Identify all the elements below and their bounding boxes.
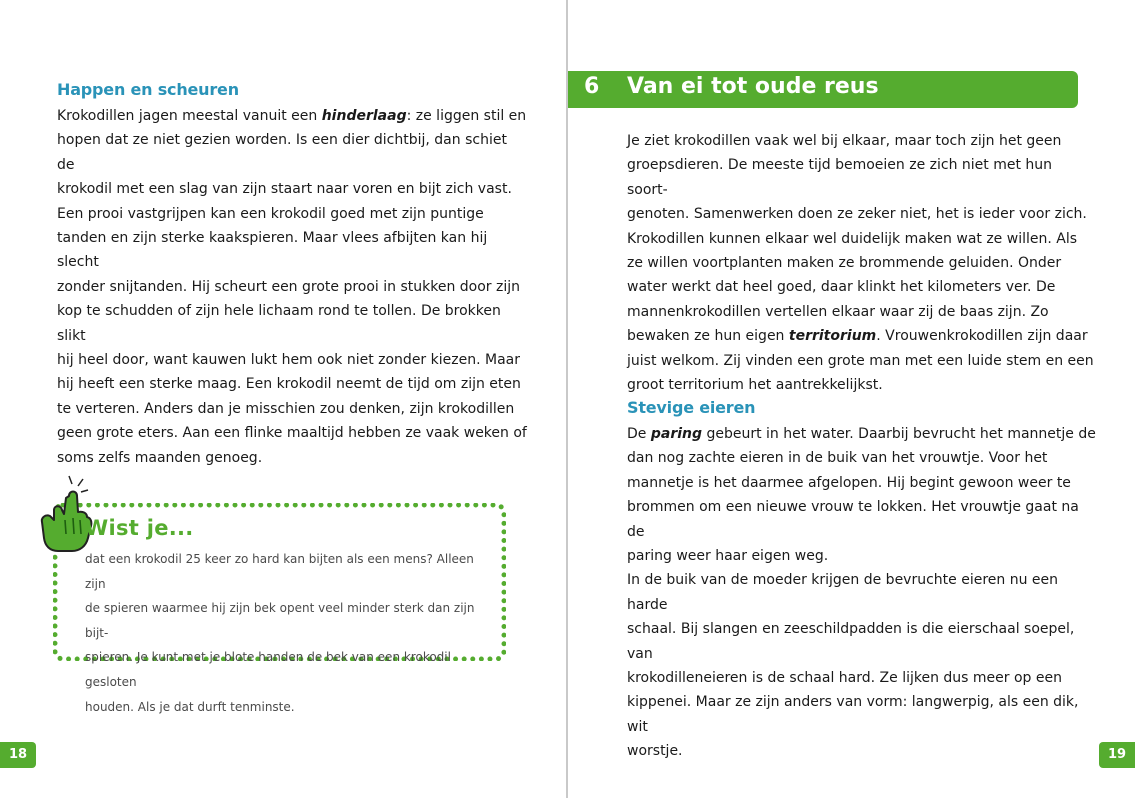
text-segment: : ze liggen stil en [406, 108, 527, 124]
text-line [57, 421, 527, 445]
text-segment: paring weer haar eigen weg. [627, 548, 829, 565]
text-line [627, 202, 1097, 226]
text-line [627, 300, 1097, 324]
text-segment: hopen dat ze niet gezien worden. Is een dier dichtbij, dan schiet de [57, 132, 507, 173]
right-page [568, 0, 1135, 798]
section-heading-happen: Happen en scheuren [57, 80, 239, 99]
text-line [627, 690, 1097, 739]
text-segment: groepsdieren. De meeste tijd bemoeien ze zich niet met hun soort- [627, 157, 1053, 198]
text-segment: worstje. [627, 743, 683, 760]
wist-je-line: dat een krokodil 25 keer zo hard kan bijten als een mens? Alleen zijn [85, 552, 474, 591]
text-line [57, 177, 527, 201]
text-segment: geen grote eters. Aan een flinke maaltijd hebben ze vaak weken of [57, 425, 527, 442]
text-segment: De [627, 426, 651, 442]
left-paragraph [57, 104, 527, 470]
text-line [627, 153, 1097, 202]
text-segment: soms zelfs maanden genoeg. [57, 449, 263, 466]
intro-paragraph [627, 129, 1097, 397]
text-segment: Je ziet krokodillen vaak wel bij elkaar, maar toch zijn het geen [627, 133, 1062, 149]
text-line [57, 275, 527, 299]
text-line [57, 202, 527, 226]
text-segment: schaal. Bij slangen en zeeschildpadden is die eierschaal soepel, van [627, 621, 1075, 662]
text-segment: Krokodillen kunnen elkaar wel duidelijk maken wat ze willen. Als [627, 230, 1078, 247]
text-segment: kippenei. Maar ze zijn anders van vorm: langwerpig, als een dik, wit [627, 694, 1079, 735]
text-line [57, 299, 527, 348]
text-segment: mannenkrokodillen vertellen elkaar waar zij de baas zijn. Zo [627, 303, 1049, 320]
page-number-left: 18 [0, 742, 36, 768]
text-segment: genoten. Samenwerken doen ze zeker niet, het is ieder voor zich. [627, 206, 1087, 223]
text-segment: juist welkom. Zij vinden een grote man met een luide stem en een [627, 352, 1094, 369]
text-line [57, 446, 527, 470]
text-line [57, 348, 527, 372]
chapter-number: 6 [584, 74, 600, 99]
text-segment: Een prooi vastgrijpen kan een krokodil goed met zijn puntige [57, 205, 484, 222]
text-line [57, 226, 527, 275]
text-segment: kop te schudden of zijn hele lichaam rond te tollen. De brokken slikt [57, 303, 501, 344]
text-line [627, 617, 1097, 666]
text-line [627, 129, 1097, 153]
text-segment: krokodilleneieren is de schaal hard. Ze lijken dus meer op een [627, 670, 1062, 687]
wist-je-line: de spieren waarmee hij zijn bek opent veel minder sterk dan zijn bijt- [85, 601, 475, 640]
text-segment: zonder snijtanden. Hij scheurt een grote prooi in stukken door zijn [57, 278, 521, 295]
text-line [627, 471, 1097, 495]
text-line [627, 739, 1097, 763]
text-line [57, 372, 527, 396]
text-segment: tanden en zijn sterke kaakspieren. Maar vlees afbijten kan hij slecht [57, 230, 488, 271]
chapter-heading-bar [568, 71, 1078, 108]
text-segment: dan nog zachte eieren in de buik van het vrouwtje. Voor het [627, 450, 1048, 467]
wist-je-text [85, 547, 485, 719]
key-term: paring [650, 426, 703, 442]
text-segment: hij heeft een sterke maag. Een krokodil neemt de tijd om zijn eten [57, 376, 521, 393]
wist-je-title: Wist je... [85, 516, 194, 540]
text-line [627, 373, 1097, 397]
text-line [627, 446, 1097, 470]
text-line [627, 422, 1097, 446]
text-line [57, 104, 527, 128]
eggs-paragraph [627, 422, 1097, 764]
text-line [627, 275, 1097, 299]
text-segment: In de buik van de moeder krijgen de bevruchte eieren nu een harde [627, 572, 1059, 613]
pointing-hand-icon [36, 474, 94, 554]
key-term: territorium [788, 328, 877, 345]
section-heading-stevige-eieren: Stevige eieren [627, 398, 756, 417]
text-line [627, 544, 1097, 568]
text-line [57, 128, 527, 177]
text-line [627, 324, 1097, 348]
text-segment: ze willen voortplanten maken ze brommende geluiden. Onder [627, 255, 1062, 272]
page-number-right: 19 [1099, 742, 1135, 768]
text-segment: bewaken ze hun eigen [627, 328, 789, 345]
text-line [627, 227, 1097, 251]
text-line [627, 568, 1097, 617]
wist-je-line: spieren. Je kunt met je blote handen de bek van een krokodil gesloten [85, 650, 451, 689]
text-segment: Krokodillen jagen meestal vanuit een [57, 108, 322, 124]
text-line [627, 251, 1097, 275]
text-segment: te verteren. Anders dan je misschien zou denken, zijn krokodillen [57, 400, 515, 417]
text-segment: water werkt dat heel goed, daar klinkt het kilometers ver. De [627, 279, 1056, 296]
text-segment: groot territorium het aantrekkelijkst. [627, 377, 883, 394]
text-line [57, 397, 527, 421]
text-line [627, 495, 1097, 544]
text-segment: hij heel door, want kauwen lukt hem ook niet zonder kiezen. Maar [57, 352, 520, 369]
text-segment: krokodil met een slag van zijn staart naar voren en bijt zich vast. [57, 181, 512, 198]
text-line [627, 349, 1097, 373]
left-page [0, 0, 566, 798]
chapter-title: Van ei tot oude reus [627, 74, 879, 99]
text-segment: . Vrouwenkrokodillen zijn daar [876, 328, 1088, 345]
key-term: hinderlaag [321, 108, 407, 124]
wist-je-line: houden. Als je dat durft tenminste. [85, 699, 295, 714]
text-segment: brommen om een nieuwe vrouw te lokken. Het vrouwtje gaat na de [627, 499, 1079, 540]
text-segment: gebeurt in het water. Daarbij bevrucht het mannetje de [702, 426, 1096, 442]
text-segment: mannetje is het daarmee afgelopen. Hij begint gewoon weer te [627, 474, 1071, 491]
text-line [627, 666, 1097, 690]
